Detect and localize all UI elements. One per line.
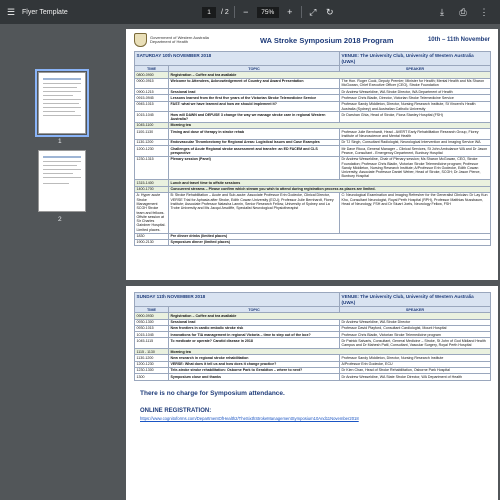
topic-cell: Symposium close and thanks	[169, 374, 340, 380]
topic-cell: Lunch and travel time to offsite sessions	[169, 180, 491, 186]
thumbnail-preview	[43, 165, 77, 166]
thumbnail-preview	[43, 169, 81, 170]
speaker-cell: A/Professor Erin Godecke, ECU	[340, 361, 491, 367]
topic-cell: Innovations for TIA management in regional Victoria – time to step out of the box?	[169, 332, 340, 338]
speaker-cell: Professor Chris Bladin, Director, Victorian Stroke Telemedicine Service	[340, 95, 491, 101]
column-header-speaker: SPEAKER	[340, 66, 491, 72]
topic-cell: Morning tea	[169, 122, 491, 128]
time-cell: 1300	[135, 374, 169, 380]
rotate-icon[interactable]: ↻	[326, 6, 334, 17]
topic-cell: Timing and dose of therapy in stroke rehab	[169, 129, 340, 140]
page-number-input[interactable]: 1	[202, 7, 216, 18]
topic-cell: Registration – Coffee and tea available	[169, 72, 491, 78]
page-header	[126, 29, 498, 51]
toolbar-divider	[234, 6, 235, 18]
topic-cell: Sessional lead	[169, 89, 340, 95]
stream-cell-b: B: Stroke Rehabilitation – Acute and Sub-acute: Associate Professor Erin Godecke, Clinical Director, VERSE Trial for Aphasia after Stroke, Edith Cowan University (ECU); Professor Julie Bernhardt, Florey Institute; Associate Professor Natasha Lannin, Senior Research Fellow, University of Sydney and La Trobe University and Ms Jacqui Arscliffe, Specialist Neurological Physiotherapist	[169, 192, 340, 233]
zoom-level-input[interactable]: 75%	[257, 7, 279, 18]
toolbar-divider	[301, 6, 302, 18]
registration-link[interactable]: https://www.cognitoforms.com/DepartmentOfHealth2/TheSixthStrokeManagementSymposium10And11November2018	[140, 415, 359, 421]
time-cell: 1045-1100	[135, 122, 169, 128]
topic-cell: Tele-stroke stroke rehabilitation: Osborne Park to Geraldton – where to next?	[169, 367, 340, 373]
time-cell: 1015-1045	[135, 112, 169, 123]
stream-cell-c: C: Neurological Examination and Imaging Refresher for the Generalist Clinician: Dr Lay Kun Kho, Consultant Neurologist, Royal Perth Hospital (RPH), Professor Matthias Nussbaum, Head of Neurology, FSH and Dr Stuart Joels, Neurology Fellow, FSH	[340, 192, 491, 233]
thumbnail-preview	[43, 91, 81, 92]
table-row	[135, 146, 491, 157]
table-row	[135, 156, 491, 179]
page-thumbnail-2[interactable]	[38, 150, 86, 212]
thumbnail-preview	[43, 183, 69, 184]
time-cell: 1200-1230	[135, 146, 169, 157]
thumbnail-preview	[43, 83, 81, 84]
table-row	[135, 129, 491, 140]
time-cell: 1130-1200	[135, 139, 169, 145]
thumbnail-label: 1	[58, 138, 62, 145]
speaker-cell: Dr Kien Chan, Head of Stroke Rehabilitation, Osborne Park Hospital	[340, 367, 491, 373]
topic-cell: Registration – Coffee and tea available	[169, 313, 491, 319]
more-options-icon[interactable]: ⋮	[479, 6, 489, 17]
thumbnail-preview	[43, 177, 81, 178]
time-cell: 0900-0915	[135, 78, 169, 89]
zoom-out-button[interactable]: −	[243, 7, 249, 17]
day-banner	[135, 52, 491, 66]
zoom-in-button[interactable]: +	[287, 7, 293, 17]
column-header-time: TIME	[135, 307, 169, 313]
topic-cell: Endovascular Thrombectomy for Regional Areas: Logistical Issues and Case Examples	[169, 139, 340, 145]
speaker-cell: Dr TJ Singh, Consultant Radiologist, Neurological Intervention and Imaging Service WA	[340, 139, 491, 145]
table-row	[135, 112, 491, 123]
time-cell: 0800-0900	[135, 72, 169, 78]
time-cell: 0930-1015	[135, 325, 169, 331]
day-banner	[135, 293, 491, 307]
print-icon[interactable]: ⎙	[459, 6, 467, 17]
thumbnail-preview	[43, 103, 79, 104]
thumbnail-preview	[43, 111, 75, 112]
topic-cell: New research in regional stroke rehabilitation	[169, 355, 340, 361]
topic-cell: To medicate or operate? Carotid disease in 2018	[169, 338, 340, 349]
government-label: Government of Western Australia Department of Health	[150, 34, 209, 44]
time-cell: 1200-1230	[135, 361, 169, 367]
time-cell: 1830	[135, 233, 169, 239]
speaker-cell: Professor Julie Bernhardt, Head - AVERT Early Rehabilitation Research Group, Florey Institute of Neuroscience and Mental Health	[340, 129, 491, 140]
pdf-page-2	[126, 286, 498, 500]
time-cell: 0915-0945	[135, 95, 169, 101]
page-total: / 2	[221, 8, 229, 16]
topic-cell: Pre dinner drinks (limited places)	[169, 233, 491, 239]
speaker-cell: Dr Andrew Wesseldine, WA Stroke Director, WA Department of Health	[340, 89, 491, 95]
program-table	[134, 51, 491, 246]
thumbnail-preview	[43, 87, 77, 88]
column-header-time: TIME	[135, 66, 169, 72]
table-row	[135, 374, 491, 380]
table-row	[135, 338, 491, 349]
topic-cell: Challenges of Acute Regional stroke assessment and transfer: an ED FACEM and CLS perspective	[169, 146, 340, 157]
time-cell: 1045-1115	[135, 338, 169, 349]
thumbnail-label: 2	[58, 216, 62, 223]
table-row	[135, 78, 491, 89]
day-banner-venue: VENUE: The University Club, University of Western Australia (UWA)	[340, 293, 491, 307]
time-cell: 1230-1300	[135, 367, 169, 373]
thumbnail-preview	[43, 78, 81, 80]
time-cell: 1100-1130	[135, 129, 169, 140]
topic-cell: Welcome to Attendees, Acknowledgement of Country and Award Presentation	[169, 78, 340, 89]
thumbnail-preview	[43, 173, 73, 174]
program-table	[134, 292, 491, 381]
page-thumbnail-1[interactable]	[38, 72, 86, 134]
thumbnail-preview	[43, 99, 81, 100]
topic-cell: Symposium dinner (limited places)	[169, 239, 491, 245]
time-cell: 0900-1215	[135, 89, 169, 95]
table-row	[135, 239, 491, 245]
thumbnail-preview	[43, 161, 81, 162]
thumbnail-preview	[43, 95, 73, 96]
speaker-cell: Dr Andrew Wesseldine, Chair of Plenary session; Ms Sharon McGowan, CEO, Stroke Foundation; Professor Chris Bladin, Victorian Stroke Telemedicine program; Professor Sandy Middleton, Nursing Research Institute; A/Professor Erin Godecke, Edith Cowan University; Associate Professor Daniel Weber, Head of Stroke, SCGH; Dr Jason Pierce, Bunbury Hospital	[340, 156, 491, 179]
fit-page-icon[interactable]: ⤢	[309, 6, 317, 17]
topic-cell: Plenary session (Panel)	[169, 156, 340, 179]
menu-icon[interactable]: ☰	[6, 6, 16, 17]
speaker-cell: Dr Andrew Wesseldine, WA State Stroke Director, WA Department of Health	[340, 374, 491, 380]
day-banner-date: SATURDAY 10th NOVEMBER 2018	[135, 52, 340, 66]
topic-cell: Morning tea	[169, 349, 491, 355]
column-header-topic: TOPIC	[169, 66, 340, 72]
day-banner-date: SUNDAY 11th NOVEMBER 2018	[135, 293, 340, 307]
speaker-cell: Dr Andrew Wesseldine, WA Stroke Director	[340, 319, 491, 325]
government-crest-logo	[134, 33, 147, 47]
time-cell: 1900-2130	[135, 239, 169, 245]
thumbnail-preview	[43, 107, 81, 108]
registration-heading: ONLINE REGISTRATION:	[140, 407, 212, 414]
topic-cell: New frontiers in cardio embolic stroke risk	[169, 325, 340, 331]
speaker-cell: Professor Sandy Middleton, Director, Nursing Research Institute, St Vincent's Health Australia (Sydney) and Australian Catholic University	[340, 101, 491, 112]
column-header-topic: TOPIC	[169, 307, 340, 313]
thumbnail-preview	[43, 115, 81, 116]
speaker-cell: Dr Patrick Salvaris, Consultant, General Medicine – Stroke, St John of God Midland Health Campus and Dr Mahesh Patil, Consultant, Vascular Surgery, Royal Perth Hospital	[340, 338, 491, 349]
thumbnail-sidebar	[0, 24, 124, 500]
speaker-cell: Professor Chris Bladin, Victorian Stroke Telemedicine program	[340, 332, 491, 338]
program-dates: 10th – 11th November	[427, 37, 490, 43]
time-cell: 0900-0930	[135, 313, 169, 319]
speaker-cell: Professor Sandy Middleton, Director, Nursing Research Institute	[340, 355, 491, 361]
time-cell: 1130-1200	[135, 355, 169, 361]
topic-cell: How will DAWN and DEFUSE 3 change the way we manage stroke care in regional Western Australia?	[169, 112, 340, 123]
speaker-cell: The Hon. Roger Cook, Deputy Premier; Minister for Health; Mental Health and Ms Sharon McGowan, Chief Executive Officer (CEO), Stroke Foundation	[340, 78, 491, 89]
speaker-cell: Mr Dave Ricca, General Manager – Clinical Services, St John Ambulance WA and Dr Jason Pearce, Consultant - Emergency Department, Bunbury Hospital	[340, 146, 491, 157]
topic-cell: VERSE: What does it tell us and how does it change practice?	[169, 361, 340, 367]
program-title: WA Stroke Symposium 2018 Program	[260, 35, 394, 45]
column-header-speaker: SPEAKER	[340, 307, 491, 313]
time-cell: 1230-1315	[135, 156, 169, 179]
toolbar-actions	[436, 7, 500, 18]
topic-cell: FAST: what we have learned and how we should implement it?	[169, 101, 340, 112]
time-cell: 0930-1300	[135, 319, 169, 325]
day-banner-venue: VENUE: The University Club, University of Western Australia (UWA)	[340, 52, 491, 66]
pdf-toolbar	[0, 0, 500, 24]
document-title: Flyer Template	[22, 8, 68, 16]
attendance-note: There is no charge for Symposium attendance.	[140, 389, 285, 397]
time-cell: 1315-1400	[135, 180, 169, 186]
time-cell: 0945-1015	[135, 101, 169, 112]
time-cell: 1015-1045	[135, 332, 169, 338]
time-cell: 1115 - 1130	[135, 349, 169, 355]
topic-cell: Lessons learned from the first five years of the Victorian Stroke Telemedicine Service	[169, 95, 340, 101]
download-icon[interactable]: ⤓	[440, 6, 444, 17]
time-cell: 1400-1700	[135, 186, 169, 192]
speaker-cell: Dr Darshan Ghia, Head of Stroke, Fiona Stanley Hospital (FSH)	[340, 112, 491, 123]
stream-cell-a: A: Hyper acute Stroke Management SCGH Stroke team and fellows. Offsite session at Sir Charles Gairdner Hospital. Limited places.	[135, 192, 169, 233]
page-zoom-controls	[202, 6, 336, 18]
table-row	[135, 101, 491, 112]
streams-row	[135, 192, 491, 233]
speaker-cell: Professor David Playford, Consultant Cardiologist, Mount Hospital	[340, 325, 491, 331]
thumbnail-preview	[43, 156, 81, 158]
pdf-page-1	[126, 29, 498, 280]
topic-cell: Concurrent streams – Please confirm which stream you wish to attend during registration process as places are limited.	[169, 186, 491, 192]
topic-cell: Sessional lead	[169, 319, 340, 325]
